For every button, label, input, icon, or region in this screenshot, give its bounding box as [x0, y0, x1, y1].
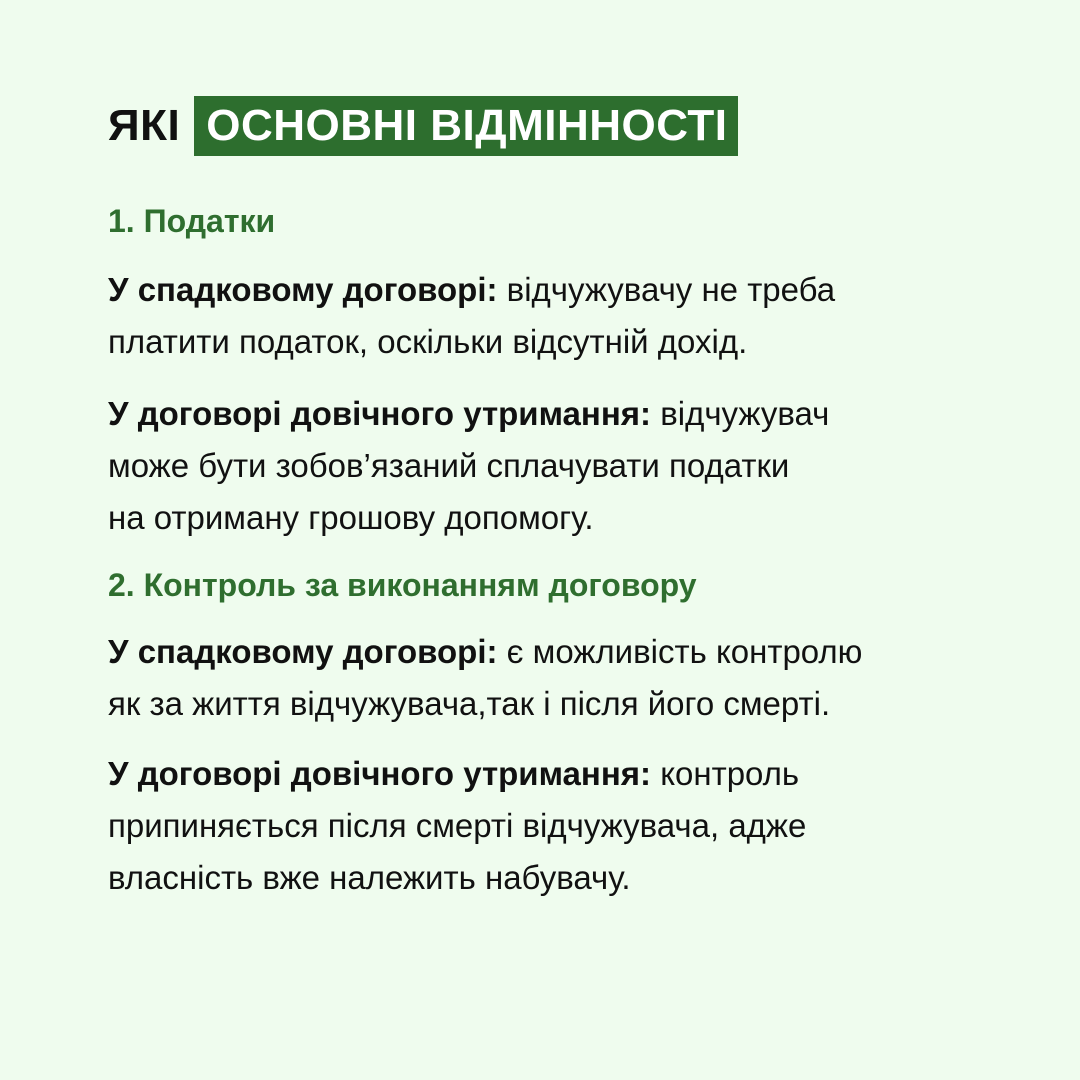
- paragraph-line: [108, 626, 988, 678]
- paragraph-line: платити податок, оскільки відсутній дохід.: [108, 323, 748, 360]
- section-heading-taxes: 1. Податки: [108, 203, 276, 239]
- paragraph-line: [108, 264, 988, 316]
- paragraph-text: відчужувачу не треба: [497, 271, 836, 308]
- title-plain-text: ЯКІ: [108, 101, 181, 150]
- paragraph-text: контроль: [651, 755, 800, 792]
- paragraph-taxes-inheritance-contract: [108, 264, 988, 368]
- paragraph-line: може бути зобов’язаний сплачувати податки: [108, 447, 790, 484]
- paragraph-lead: У спадковому договорі:: [108, 633, 498, 670]
- paragraph-line: припиняється після смерті відчужувача, адже: [108, 807, 807, 844]
- paragraph-line: [108, 748, 988, 800]
- paragraph-text: є можливість контролю: [497, 633, 863, 670]
- paragraph-lead: У договорі довічного утримання:: [108, 755, 652, 792]
- paragraph-line: як за життя відчужувача,так і після його смерті.: [108, 685, 831, 722]
- paragraph-text: відчужувач: [651, 395, 830, 432]
- section-heading-control: 2. Контроль за виконанням договору: [108, 567, 697, 603]
- paragraph-lead: У спадковому договорі:: [108, 271, 498, 308]
- paragraph-control-lifetime-maintenance: [108, 748, 988, 904]
- paragraph-line: [108, 388, 988, 440]
- title-highlight-text: ОСНОВНІ ВІДМІННОСТІ: [194, 96, 737, 156]
- paragraph-line: власність вже належить набувачу.: [108, 859, 631, 896]
- page-title: [108, 96, 738, 156]
- paragraph-line: на отриману грошову допомогу.: [108, 499, 594, 536]
- paragraph-control-inheritance-contract: [108, 626, 988, 730]
- paragraph-lead: У договорі довічного утримання:: [108, 395, 652, 432]
- paragraph-taxes-lifetime-maintenance: [108, 388, 988, 544]
